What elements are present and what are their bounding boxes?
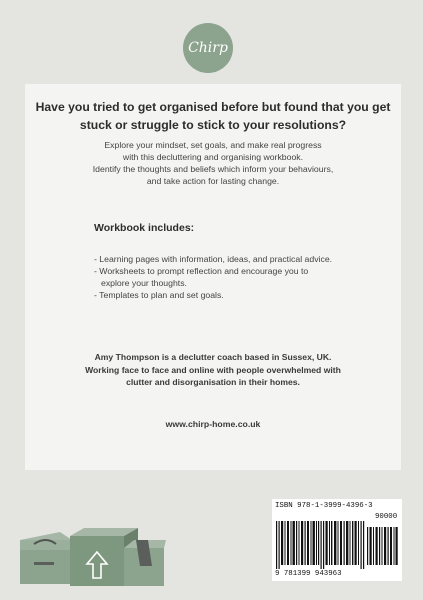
chirp-logo	[183, 23, 233, 73]
isbn-barcode	[272, 499, 402, 581]
intro-line: and take action for lasting change.	[146, 176, 280, 186]
author-line: Working face to face and online with people overwhelmed with	[85, 364, 341, 375]
intro-line: with this decluttering and organising workbook.	[122, 152, 304, 162]
intro-text	[25, 139, 401, 187]
logo-text: Chirp	[188, 40, 228, 56]
workbook-title: Workbook includes:	[94, 222, 195, 234]
isbn-text: ISBN 978-1-3999-4396-3	[275, 502, 373, 510]
list-item: - Learning pages with information, ideas, and practical advice.	[94, 254, 333, 264]
headline-text: Have you tried to get organised before but found that you get stuck or struggle to stick to your resolutions?	[35, 100, 391, 132]
barcode-digits: 9 781399 943963	[275, 570, 342, 578]
author-line: clutter and disorganisation in their homes.	[126, 377, 300, 387]
headline	[25, 98, 401, 134]
description-card	[25, 84, 401, 470]
price-code: 90000	[375, 513, 398, 521]
list-item: - Templates to plan and set goals.	[94, 290, 224, 300]
author-bio	[25, 351, 401, 389]
author-line: Amy Thompson is a declutter coach based in Sussex, UK.	[94, 352, 332, 362]
intro-line: Identify the thoughts and beliefs which inform your behaviours,	[92, 164, 334, 174]
website-link[interactable]: www.chirp-home.co.uk	[165, 419, 261, 429]
list-item: - Worksheets to prompt reflection and encourage you to explore your thoughts.	[94, 266, 309, 288]
moving-boxes-icon	[16, 526, 166, 588]
workbook-list	[94, 253, 334, 301]
barcode-bars	[274, 521, 400, 569]
intro-line: Explore your mindset, set goals, and make real progress	[104, 140, 322, 150]
